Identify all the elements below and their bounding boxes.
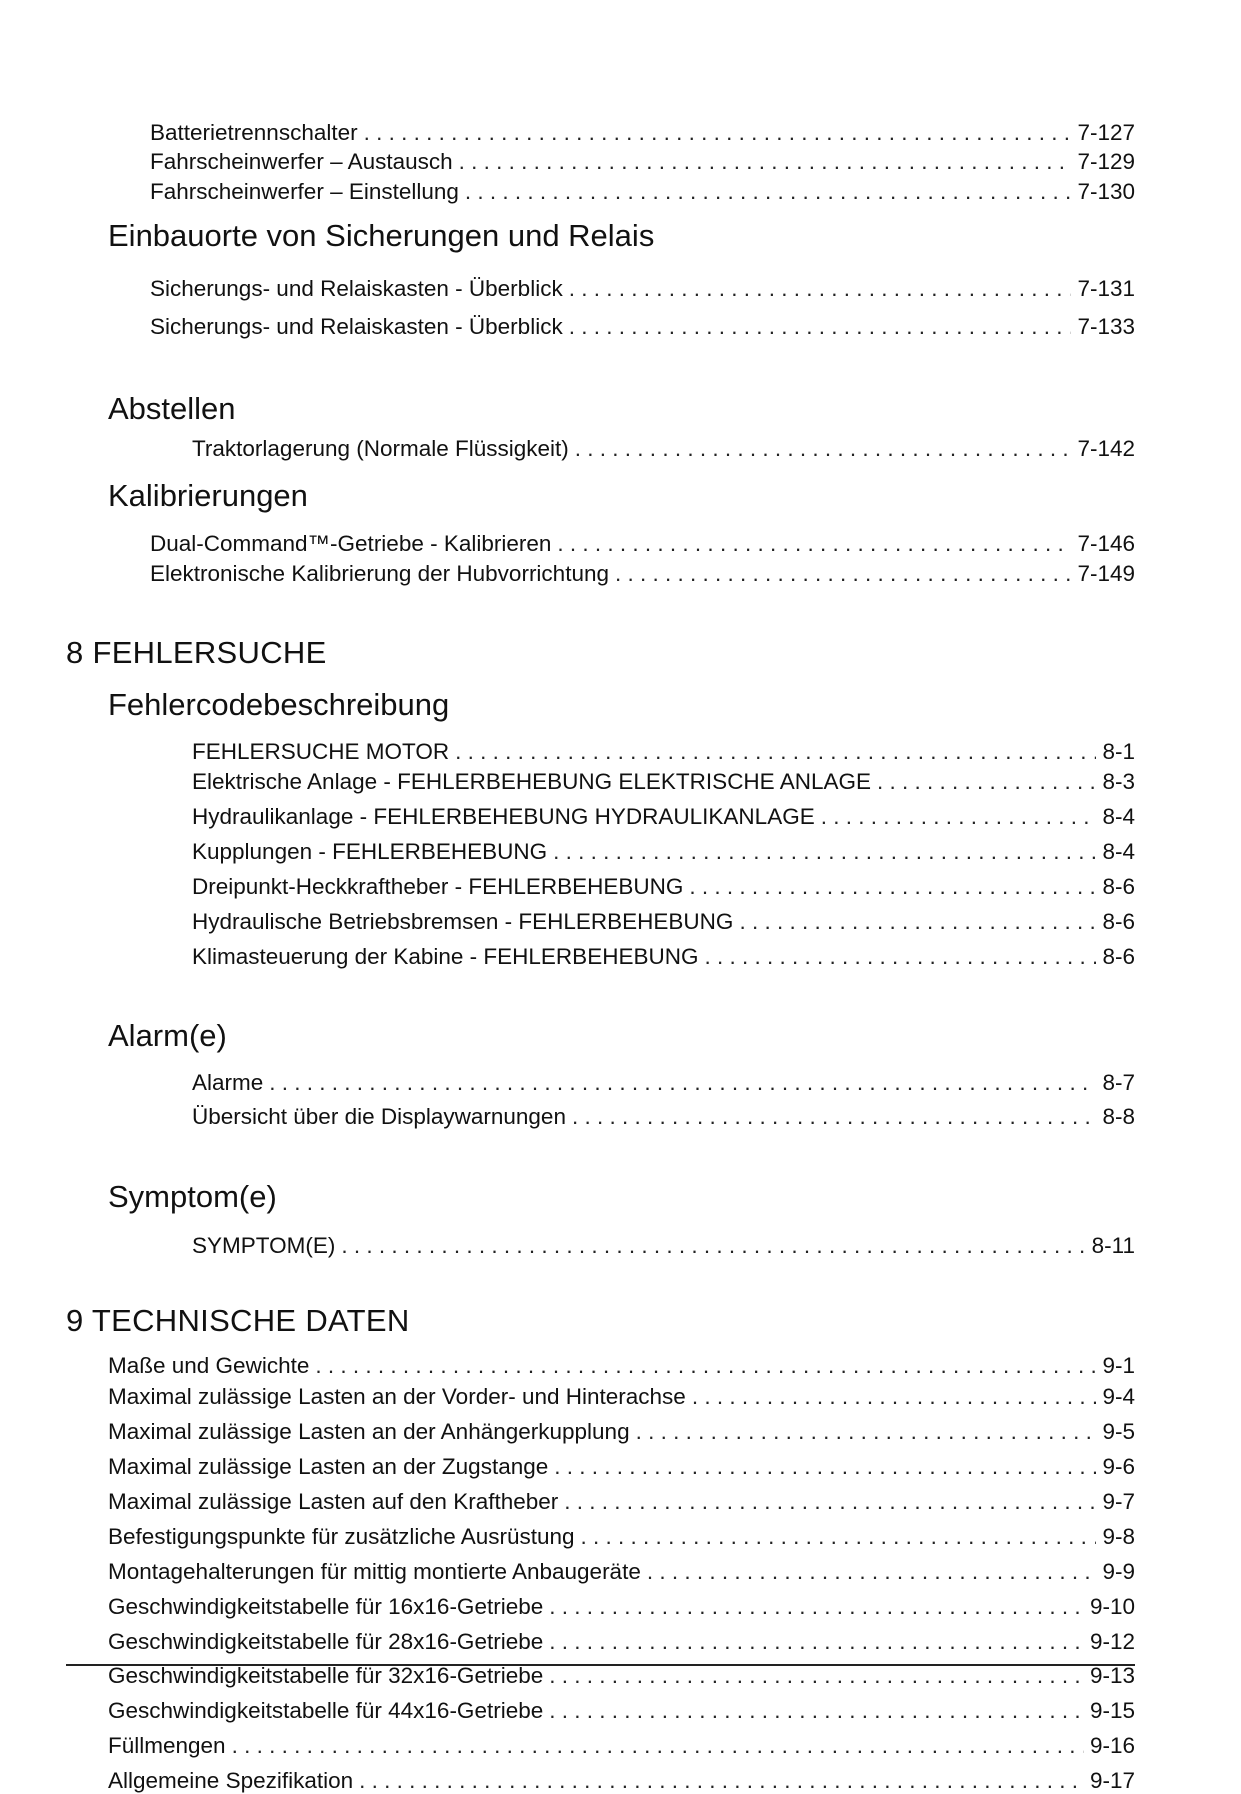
dot-leader [553, 838, 1096, 865]
dot-leader [636, 1418, 1097, 1445]
footer-rule [66, 1664, 1135, 1666]
toc-entry-title: Fahrscheinwerfer – Austausch [150, 149, 453, 174]
toc-entry[interactable] [150, 178, 1135, 205]
toc-entry-title: Dual-Command™-Getriebe - Kalibrieren [150, 531, 552, 556]
dot-leader [459, 148, 1072, 175]
toc-entry-page-number: 7-127 [1077, 120, 1135, 145]
toc-entry-title: Kupplungen - FEHLERBEHEBUNG [192, 839, 548, 864]
dot-leader [569, 313, 1072, 340]
toc-entry-page-number: 9-17 [1089, 1768, 1135, 1793]
dot-leader [557, 530, 1071, 557]
toc-entry[interactable] [192, 1232, 1135, 1259]
toc-entry[interactable] [150, 119, 1135, 146]
toc-entry-page-number: 9-9 [1102, 1559, 1135, 1584]
toc-entry[interactable] [192, 908, 1135, 935]
toc-entry[interactable] [192, 838, 1135, 865]
toc-entry-page-number: 9-5 [1102, 1419, 1135, 1444]
dot-leader [704, 943, 1096, 970]
dot-leader [564, 1488, 1096, 1515]
toc-entry-page-number: 7-133 [1077, 314, 1135, 339]
toc-entry[interactable] [150, 560, 1135, 587]
toc-entry[interactable] [150, 313, 1135, 340]
toc-entry-page-number: 9-15 [1089, 1698, 1135, 1723]
toc-entry-page-number: 7-149 [1077, 561, 1135, 586]
dot-leader [549, 1593, 1084, 1620]
toc-entry-page-number: 9-13 [1089, 1663, 1135, 1688]
toc-entry[interactable] [192, 873, 1135, 900]
toc-entry-title: Übersicht über die Displaywarnungen [192, 1104, 566, 1129]
toc-entry-title: Maximal zulässige Lasten an der Vorder- und Hinterachse [108, 1384, 686, 1409]
dot-leader [341, 1232, 1085, 1259]
toc-entry-title: Allgemeine Spezifikation [108, 1768, 354, 1793]
toc-entry-page-number: 8-8 [1102, 1104, 1135, 1129]
dot-leader [569, 275, 1072, 302]
dot-leader [581, 1523, 1097, 1550]
toc-entry-title: FEHLERSUCHE MOTOR [192, 739, 450, 764]
dot-leader [647, 1558, 1097, 1585]
toc-entry-page-number: 8-3 [1102, 769, 1135, 794]
toc-entry[interactable] [108, 1593, 1135, 1620]
toc-entry-title: Befestigungspunkte für zusätzliche Ausrüstung [108, 1524, 575, 1549]
dot-leader [689, 873, 1096, 900]
toc-entry-title: Sicherungs- und Relaiskasten - Überblick [150, 276, 563, 301]
toc-entry-page-number: 8-1 [1102, 739, 1135, 764]
section-heading-kalibrierungen[interactable]: Kalibrierungen [108, 478, 308, 513]
section-heading-fehlercodebeschreibung[interactable]: Fehlercodebeschreibung [108, 687, 450, 722]
toc-entry-page-number: 7-146 [1077, 531, 1135, 556]
toc-entry[interactable] [108, 1767, 1135, 1794]
toc-entry[interactable] [192, 435, 1135, 462]
dot-leader [549, 1628, 1084, 1655]
toc-entry-title: Elektronische Kalibrierung der Hubvorrichtung [150, 561, 609, 586]
toc-entry-title: Geschwindigkeitstabelle für 16x16-Getriebe [108, 1594, 544, 1619]
toc-entry-page-number: 7-131 [1077, 276, 1135, 301]
toc-entry-title: Sicherungs- und Relaiskasten - Überblick [150, 314, 563, 339]
toc-entry-page-number: 9-8 [1102, 1524, 1135, 1549]
dot-leader [575, 435, 1072, 462]
toc-entry-title: Maße und Gewichte [108, 1353, 310, 1378]
toc-entry-title: Geschwindigkeitstabelle für 32x16-Getriebe [108, 1663, 544, 1688]
toc-entry[interactable] [108, 1732, 1135, 1759]
toc-entry[interactable] [108, 1352, 1135, 1379]
toc-entry[interactable] [192, 738, 1135, 765]
toc-entry[interactable] [150, 275, 1135, 302]
toc-entry-title: Geschwindigkeitstabelle für 44x16-Getriebe [108, 1698, 544, 1723]
toc-entry[interactable] [192, 803, 1135, 830]
toc-entry-title: Hydraulische Betriebsbremsen - FEHLERBEHEBUNG [192, 909, 734, 934]
dot-leader [549, 1662, 1084, 1689]
chapter-heading-9-technische-daten[interactable]: 9 TECHNISCHE DATEN [66, 1303, 410, 1338]
section-heading-alarm-e[interactable]: Alarm(e) [108, 1018, 227, 1053]
toc-entry[interactable] [108, 1628, 1135, 1655]
toc-entry-title: Maximal zulässige Lasten an der Zugstange [108, 1454, 549, 1479]
dot-leader [455, 738, 1096, 765]
toc-entry-title: Montagehalterungen für mittig montierte Anbaugeräte [108, 1559, 641, 1584]
toc-entry-page-number: 9-12 [1089, 1629, 1135, 1654]
toc-entry-title: SYMPTOM(E) [192, 1233, 336, 1258]
toc-entry-title: Dreipunkt-Heckkraftheber - FEHLERBEHEBUNG [192, 874, 684, 899]
toc-entry-title: Traktorlagerung (Normale Flüssigkeit) [192, 436, 569, 461]
toc-entry-page-number: 9-1 [1102, 1353, 1135, 1378]
dot-leader [877, 768, 1096, 795]
dot-leader [269, 1069, 1096, 1096]
toc-entry[interactable] [108, 1383, 1135, 1410]
toc-entry-page-number: 8-6 [1102, 909, 1135, 934]
toc-entry-page-number: 9-4 [1102, 1384, 1135, 1409]
dot-leader [615, 560, 1071, 587]
toc-entry-page-number: 9-6 [1102, 1454, 1135, 1479]
toc-entry-title: Alarme [192, 1070, 264, 1095]
toc-entry[interactable] [108, 1488, 1135, 1515]
toc-entry-page-number: 9-16 [1089, 1733, 1135, 1758]
toc-entry[interactable] [108, 1418, 1135, 1445]
toc-entry-page-number: 8-11 [1091, 1233, 1135, 1258]
toc-entry[interactable] [150, 530, 1135, 557]
toc-entry[interactable] [108, 1697, 1135, 1724]
toc-entry-title: Batterietrennschalter [150, 120, 358, 145]
toc-entry-page-number: 7-129 [1077, 149, 1135, 174]
toc-entry[interactable] [192, 1069, 1135, 1096]
dot-leader [364, 119, 1072, 146]
toc-entry[interactable] [192, 768, 1135, 795]
toc-entry-page-number: 7-130 [1077, 179, 1135, 204]
dot-leader [549, 1697, 1084, 1724]
section-heading-einbauorte-von-sicherungen-und-relais[interactable]: Einbauorte von Sicherungen und Relais [108, 218, 655, 253]
toc-entry-page-number: 8-4 [1102, 839, 1135, 864]
section-heading-symptom-e[interactable]: Symptom(e) [108, 1179, 277, 1214]
toc-entry-page-number: 8-6 [1102, 944, 1135, 969]
toc-entry-page-number: 8-4 [1102, 804, 1135, 829]
toc-entry-page-number: 7-142 [1077, 436, 1135, 461]
dot-leader [232, 1732, 1084, 1759]
toc-entry-page-number: 8-6 [1102, 874, 1135, 899]
dot-leader [739, 908, 1096, 935]
toc-entry[interactable] [108, 1558, 1135, 1585]
toc-entry[interactable] [108, 1523, 1135, 1550]
toc-entry-title: Fahrscheinwerfer – Einstellung [150, 179, 459, 204]
toc-entry-page-number: 8-7 [1102, 1070, 1135, 1095]
dot-leader [554, 1453, 1096, 1480]
dot-leader [821, 803, 1097, 830]
toc-entry-title: Maximal zulässige Lasten auf den Kraftheber [108, 1489, 559, 1514]
toc-entry[interactable] [192, 943, 1135, 970]
toc-entry-title: Füllmengen [108, 1733, 226, 1758]
toc-entry-title: Elektrische Anlage - FEHLERBEHEBUNG ELEKTRISCHE ANLAGE [192, 769, 871, 794]
toc-entry-page-number: 9-7 [1102, 1489, 1135, 1514]
dot-leader [465, 178, 1072, 205]
dot-leader [572, 1103, 1097, 1130]
toc-entry-page-number: 9-10 [1089, 1594, 1135, 1619]
dot-leader [359, 1767, 1084, 1794]
dot-leader [315, 1352, 1096, 1379]
toc-entry[interactable] [150, 148, 1135, 175]
toc-entry-title: Maximal zulässige Lasten an der Anhängerkupplung [108, 1419, 630, 1444]
section-heading-abstellen[interactable]: Abstellen [108, 391, 236, 426]
toc-entry[interactable] [192, 1103, 1135, 1130]
toc-entry[interactable] [108, 1662, 1135, 1689]
dot-leader [692, 1383, 1097, 1410]
toc-entry-title: Hydraulikanlage - FEHLERBEHEBUNG HYDRAULIKANLAGE [192, 804, 815, 829]
toc-entry-title: Klimasteuerung der Kabine - FEHLERBEHEBUNG [192, 944, 699, 969]
toc-entry-title: Geschwindigkeitstabelle für 28x16-Getriebe [108, 1629, 544, 1654]
chapter-heading-8-fehlersuche[interactable]: 8 FEHLERSUCHE [66, 635, 327, 670]
toc-entry[interactable] [108, 1453, 1135, 1480]
